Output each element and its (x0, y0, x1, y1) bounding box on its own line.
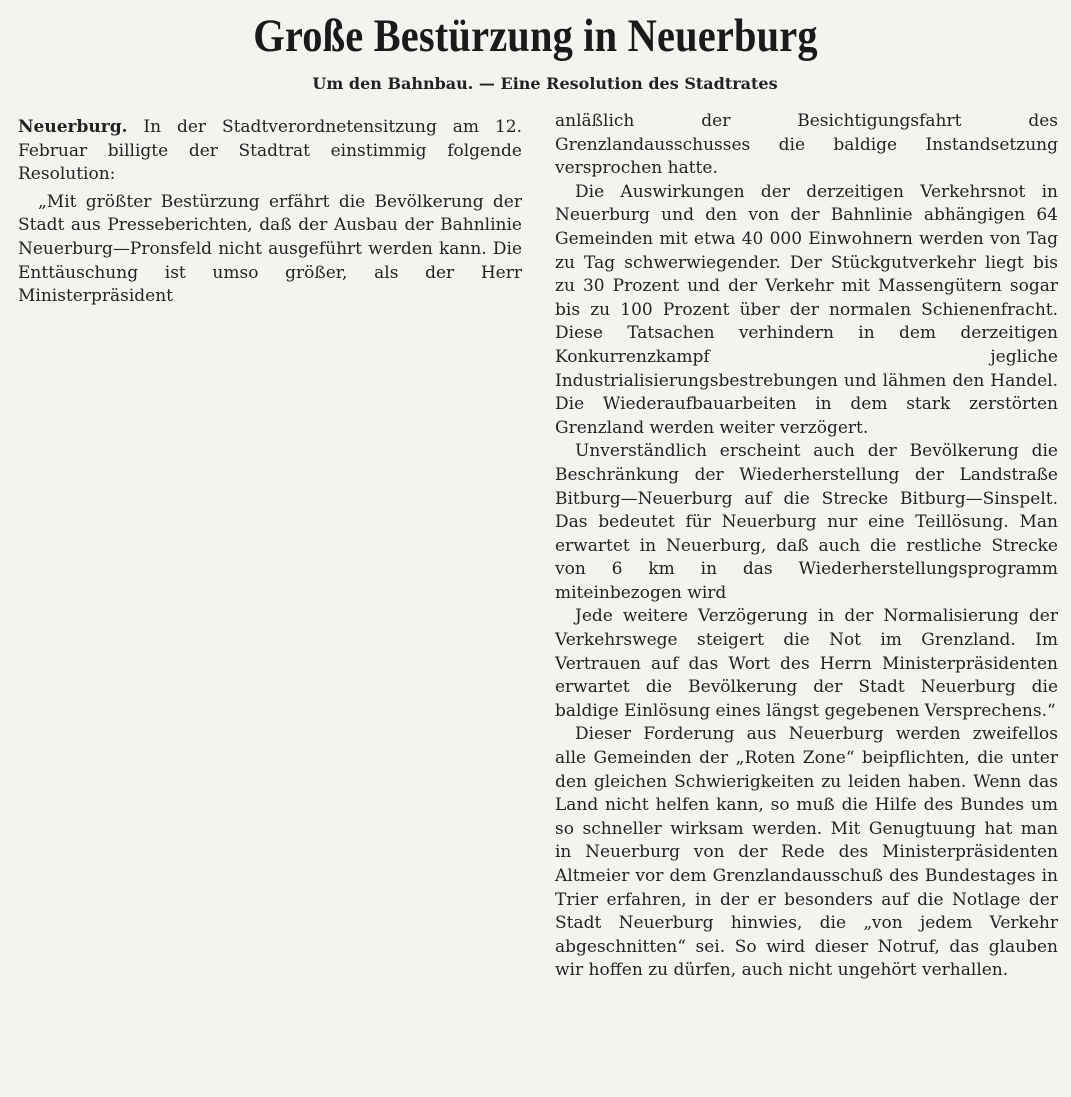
article-column-2 (555, 110, 1058, 983)
opening-paragraph (18, 116, 522, 187)
road-paragraph: Unverständlich erscheint auch der Bevölkerung die Beschränkung der Wiederherstellung der Landstraße Bitburg—Neuerburg auf die Strecke Bitburg—Sinspelt. Das bedeutet für Neuerburg nur eine Teillösung. Man erwartet in Neuerburg, daß auch die restliche Strecke von 6 km in das Wiederherstellungsprogramm miteinbezogen wird (555, 441, 1058, 603)
dateline: Neuerburg. (18, 117, 128, 137)
paragraph-text: In der Stadtverordnetensitzung am 12. Februar billigte der Stadtrat einstimmig folgende Resolution: (18, 117, 522, 185)
commentary-paragraph: Dieser Forderung aus Neuerburg werden zweifellos alle Gemeinden der „Roten Zone“ beipflichten, die unter den gleichen Schwierigkeiten zu leiden haben. Wenn das Land nicht helfen kann, so muß die Hilfe des Bundes um so schneller wirksam werden. Mit Genugtuung hat man in Neuerburg von der Rede des Ministerpräsidenten Altmeier vor dem Grenzlandausschuß des Bundestages in Trier erfahren, in der er besonders auf die Notlage der Stadt Neuerburg hinwies, die „von jedem Verkehr abgeschnitten“ sei. So wird dieser Notruf, das glauben wir hoffen zu dürfen, auch nicht ungehört verhallen. (555, 724, 1058, 981)
continued-paragraph: anläßlich der Besichtigungsfahrt des Grenzlandausschusses die baldige Instandsetzung versprochen hatte. (555, 111, 1058, 179)
traffic-paragraph: Die Auswirkungen der derzeitigen Verkehrsnot in Neuerburg und den von der Bahnlinie abhängigen 64 Gemeinden mit etwa 40 000 Einwohnern werden von Tag zu Tag schwerwiegender. Der Stückgutverkehr liegt bis zu 30 Prozent und der Verkehr mit Massengütern sogar bis zu 100 Prozent über der normalen Schienenfracht. Diese Tatsachen verhindern in dem derzeitigen Konkurrenzkampf jegliche Industrialisierungsbestrebungen und lähmen den Handel. Die Wiederaufbauarbeiten in dem stark zerstörten Grenzland werden weiter verzögert. (555, 181, 1058, 438)
headline: Große Bestürzung in Neuerburg (253, 10, 818, 62)
subheadline: Um den Bahnbau. — Eine Resolution des Stadtrates (312, 74, 778, 93)
article-column-1 (18, 116, 522, 309)
appeal-paragraph: Jede weitere Verzögerung in der Normalisierung der Verkehrswege steigert die Not im Grenzland. Im Vertrauen auf das Wort des Herrn Ministerpräsidenten erwartet die Bevölkerung der Stadt Neuerburg die baldige Einlösung eines längst gegebenen Versprechens.“ (555, 606, 1058, 721)
resolution-paragraph: „Mit größter Bestürzung erfährt die Bevölkerung der Stadt aus Presseberichten, daß der Ausbau der Bahnlinie Neuerburg—Pronsfeld nicht ausgeführt werden kann. Die Enttäuschung ist umso größer, als der Herr Ministerpräsident (18, 191, 522, 307)
